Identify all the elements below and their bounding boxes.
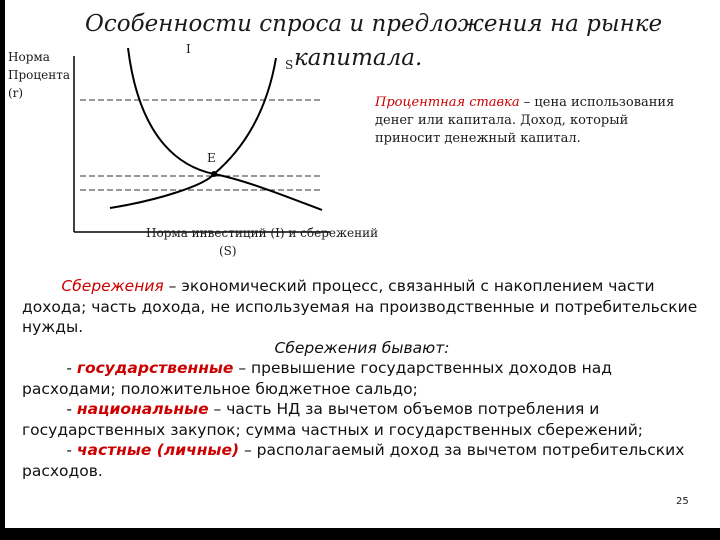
savings-types-heading: Сбережения бывают: bbox=[274, 338, 450, 357]
item-term: национальные bbox=[76, 400, 209, 418]
savings-text-block bbox=[22, 276, 702, 481]
savings-type-item bbox=[22, 399, 702, 440]
bottom-frame-bar bbox=[0, 528, 720, 540]
y-axis-label-line: (r) bbox=[8, 86, 24, 100]
savings-curve-S bbox=[110, 58, 276, 208]
page-number: 25 bbox=[676, 496, 689, 507]
definition-term: Процентная ставка bbox=[375, 95, 520, 110]
savings-type-item bbox=[22, 440, 702, 481]
savings-term: Сбережения bbox=[61, 277, 164, 295]
investment-curve-I bbox=[128, 48, 322, 210]
y-axis-label-line: Процента bbox=[8, 68, 70, 82]
definition-text: – цена использования денег или капитала. Доход, который приносит денежный капитал. bbox=[375, 95, 675, 146]
x-axis-label-line-2: (S) bbox=[219, 244, 237, 258]
x-axis-label-line-1: Норма инвестиций (I) и сбережений bbox=[146, 226, 379, 240]
curve-i-label: I bbox=[186, 42, 191, 56]
item-text: – превышение государственных доходов над расходами; положительное бюджетное сальдо; bbox=[22, 359, 612, 398]
interest-rate-definition bbox=[375, 94, 695, 148]
curve-s-label: S bbox=[285, 58, 294, 72]
equilibrium-point bbox=[211, 171, 217, 177]
item-term: государственные bbox=[76, 359, 234, 377]
item-text: – располагаемый доход за вычетом потребительских расходов. bbox=[22, 441, 685, 480]
item-prefix: - bbox=[66, 441, 77, 459]
y-axis-label-line: Норма bbox=[8, 50, 50, 64]
x-axis-label bbox=[146, 224, 378, 260]
item-term: частные (личные) bbox=[76, 441, 240, 459]
item-text: – часть НД за вычетом объемов потребления и государственных закупок; сумма частных и государственных сбережений; bbox=[22, 400, 643, 439]
savings-type-item bbox=[22, 358, 702, 399]
title-line-2: капитала. bbox=[294, 45, 423, 71]
item-prefix: - bbox=[66, 359, 77, 377]
savings-definition: – экономический процесс, связанный с накоплением части дохода; часть дохода, не используемая на производственные и потребительские нужды. bbox=[22, 277, 698, 336]
title-line-1: Особенности спроса и предложения на рынке bbox=[85, 11, 663, 37]
savings-paragraph bbox=[22, 276, 702, 338]
equilibrium-label: E bbox=[207, 151, 216, 165]
item-prefix: - bbox=[66, 400, 77, 418]
